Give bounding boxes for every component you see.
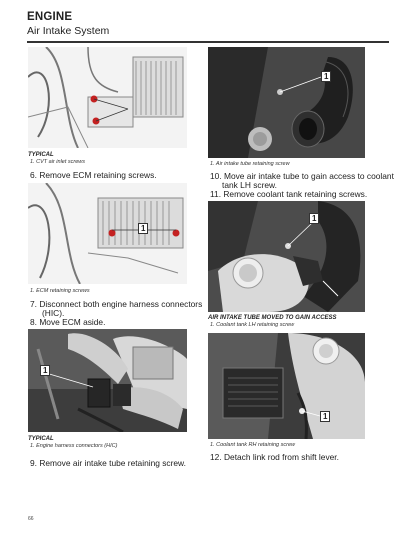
figure-2-caption: 1. ECM retaining screws — [30, 288, 90, 294]
step-8: 8. Move ECM aside. — [30, 317, 106, 327]
figure-4-caption: 1. Air intake tube retaining screw — [210, 161, 290, 167]
step-10: 10. Move air intake tube to gain access to coolant — [210, 171, 394, 181]
page-number: 66 — [28, 516, 34, 522]
section-subtitle: Air Intake System — [27, 25, 110, 37]
callout-1: 1 — [309, 213, 319, 224]
figure-3-caption: 1. Engine harness connectors (HIC) — [30, 443, 118, 449]
step-7: 7. Disconnect both engine harness connectors — [30, 299, 203, 309]
step-11: 11. Remove coolant tank retaining screws. — [210, 189, 368, 199]
figure-5-heading: AIR INTAKE TUBE MOVED TO GAIN ACCESS — [208, 315, 337, 321]
page-header — [27, 11, 389, 37]
callout-1: 1 — [321, 71, 331, 82]
figure-6-caption: 1. Coolant tank RH retaining screw — [210, 442, 295, 448]
figure-cvt-air-inlet — [28, 47, 187, 148]
step-9: 9. Remove air intake tube retaining screw. — [30, 458, 186, 468]
step-7-continued: (HIC). — [42, 308, 65, 318]
figure-harness-connectors — [28, 329, 187, 432]
figure-air-intake-screw — [208, 47, 365, 158]
figure-1-heading: TYPICAL — [28, 152, 54, 158]
step-10-continued: tank LH screw. — [222, 180, 277, 190]
step-6: 6. Remove ECM retaining screws. — [30, 170, 157, 180]
figure-3-heading: TYPICAL — [28, 436, 54, 442]
step-12: 12. Detach link rod from shift lever. — [210, 452, 339, 462]
header-rule — [27, 41, 389, 43]
figure-coolant-tank-rh — [208, 333, 365, 439]
figure-1-caption: 1. CVT air inlet screws — [30, 159, 86, 165]
figure-coolant-tank-lh — [208, 201, 365, 312]
figure-5-caption: 1. Coolant tank LH retaining screw — [210, 322, 295, 328]
callout-1: 1 — [138, 223, 148, 234]
section-title: ENGINE — [27, 11, 73, 23]
callout-1: 1 — [320, 411, 330, 422]
callout-1: 1 — [40, 365, 50, 376]
figure-ecm-screws — [28, 183, 187, 284]
